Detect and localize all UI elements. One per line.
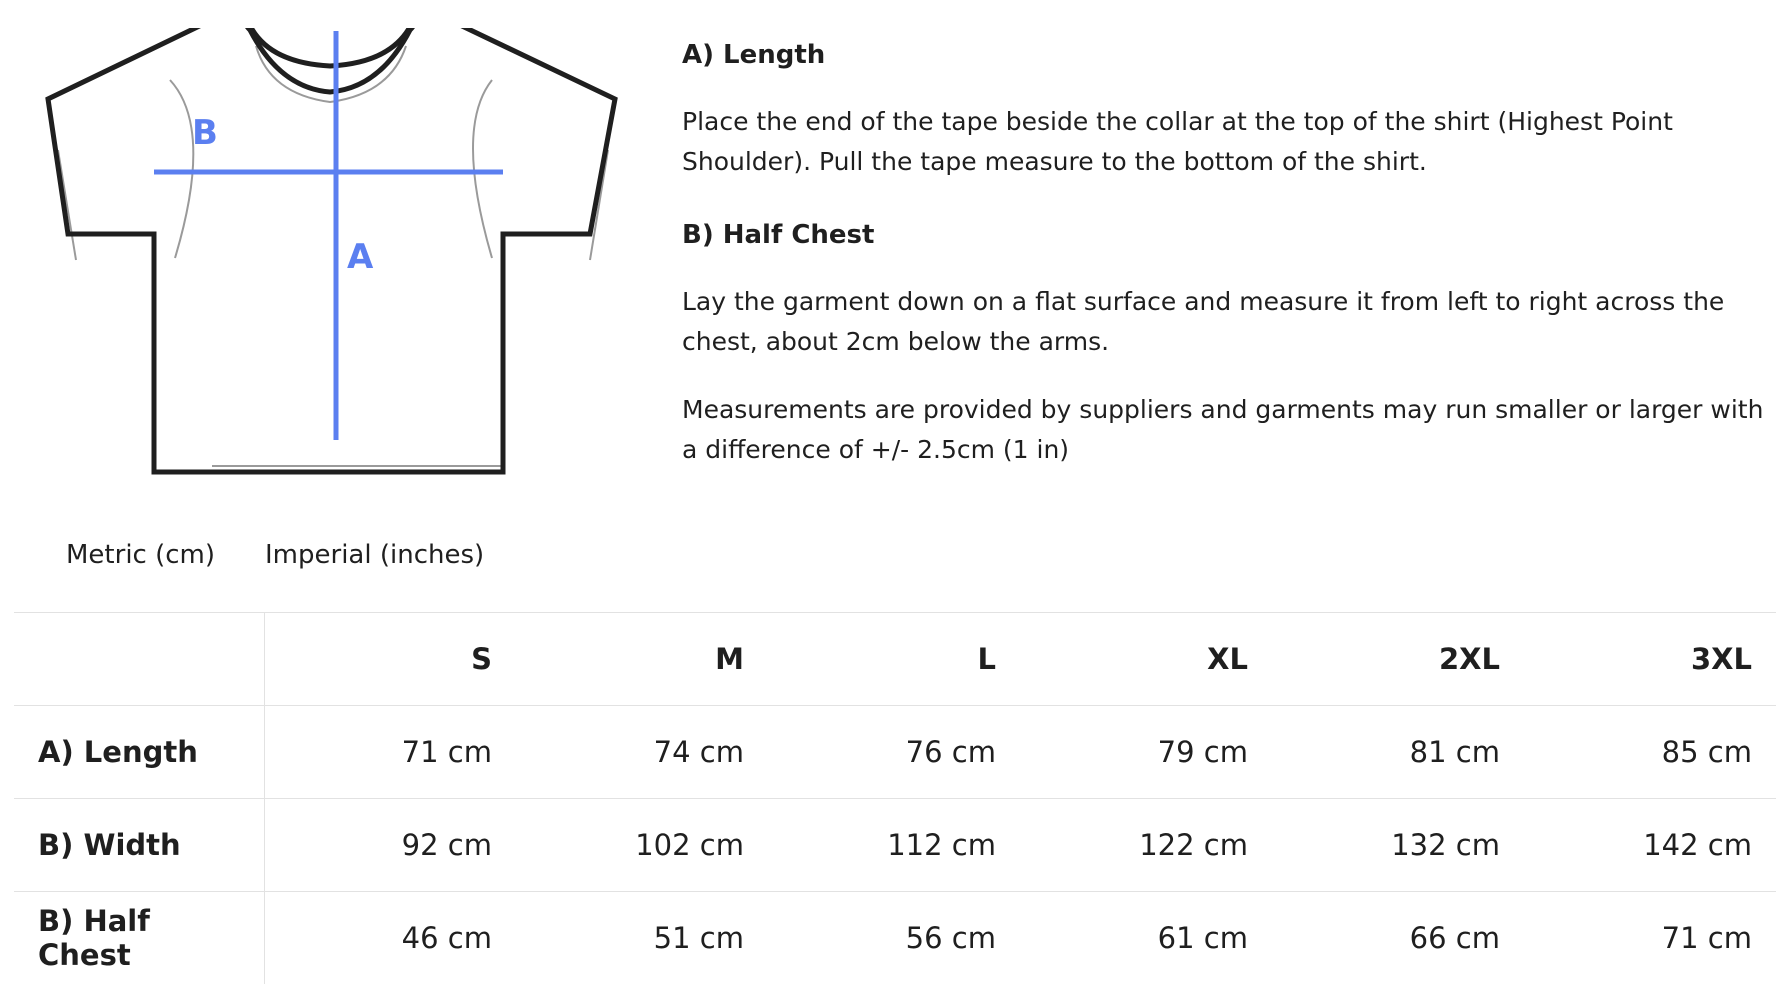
size-header-xl: XL bbox=[1020, 613, 1272, 706]
size-header-3xl: 3XL bbox=[1524, 613, 1776, 706]
tshirt-outline-icon bbox=[40, 28, 630, 476]
table-row bbox=[14, 892, 1776, 984]
table-cell: 46 cm bbox=[264, 892, 516, 984]
table-cell: 122 cm bbox=[1020, 799, 1272, 892]
table-row bbox=[14, 799, 1776, 892]
size-header-s: S bbox=[264, 613, 516, 706]
table-cell: 71 cm bbox=[264, 706, 516, 799]
size-table bbox=[14, 612, 1776, 984]
table-row bbox=[14, 706, 1776, 799]
half-chest-description: Lay the garment down on a flat surface and measure it from left to right across the chest, about 2cm below the arms. bbox=[682, 282, 1772, 362]
table-cell: 61 cm bbox=[1020, 892, 1272, 984]
measurement-guide bbox=[682, 30, 1772, 498]
unit-toggle bbox=[66, 540, 484, 570]
table-cell: 76 cm bbox=[768, 706, 1020, 799]
label-b: B bbox=[192, 113, 218, 153]
table-cell: 71 cm bbox=[1524, 892, 1776, 984]
row-label: B) Width bbox=[14, 799, 264, 892]
table-cell: 66 cm bbox=[1272, 892, 1524, 984]
label-a: A bbox=[347, 237, 374, 277]
size-header-m: M bbox=[516, 613, 768, 706]
table-cell: 74 cm bbox=[516, 706, 768, 799]
table-cell: 79 cm bbox=[1020, 706, 1272, 799]
tshirt-diagram bbox=[40, 28, 630, 476]
table-cell: 81 cm bbox=[1272, 706, 1524, 799]
length-description: Place the end of the tape beside the collar at the top of the shirt (Highest Point Shoulder). Pull the tape measure to the bottom of the shirt. bbox=[682, 102, 1772, 182]
table-cell: 56 cm bbox=[768, 892, 1020, 984]
table-cell: 132 cm bbox=[1272, 799, 1524, 892]
table-cell: 102 cm bbox=[516, 799, 768, 892]
imperial-tab[interactable]: Imperial (inches) bbox=[265, 540, 484, 570]
row-label: B) Half Chest bbox=[14, 892, 264, 984]
measurement-note: Measurements are provided by suppliers and garments may run smaller or larger with a difference of +/- 2.5cm (1 in) bbox=[682, 390, 1772, 470]
length-heading: A) Length bbox=[682, 30, 1772, 80]
half-chest-heading: B) Half Chest bbox=[682, 210, 1772, 260]
table-cell: 85 cm bbox=[1524, 706, 1776, 799]
table-cell: 112 cm bbox=[768, 799, 1020, 892]
size-header-row bbox=[14, 613, 1776, 706]
table-cell: 142 cm bbox=[1524, 799, 1776, 892]
size-header-l: L bbox=[768, 613, 1020, 706]
row-label: A) Length bbox=[14, 706, 264, 799]
metric-tab[interactable]: Metric (cm) bbox=[66, 540, 215, 570]
table-cell: 51 cm bbox=[516, 892, 768, 984]
corner-cell bbox=[14, 613, 264, 706]
size-header-2xl: 2XL bbox=[1272, 613, 1524, 706]
table-cell: 92 cm bbox=[264, 799, 516, 892]
